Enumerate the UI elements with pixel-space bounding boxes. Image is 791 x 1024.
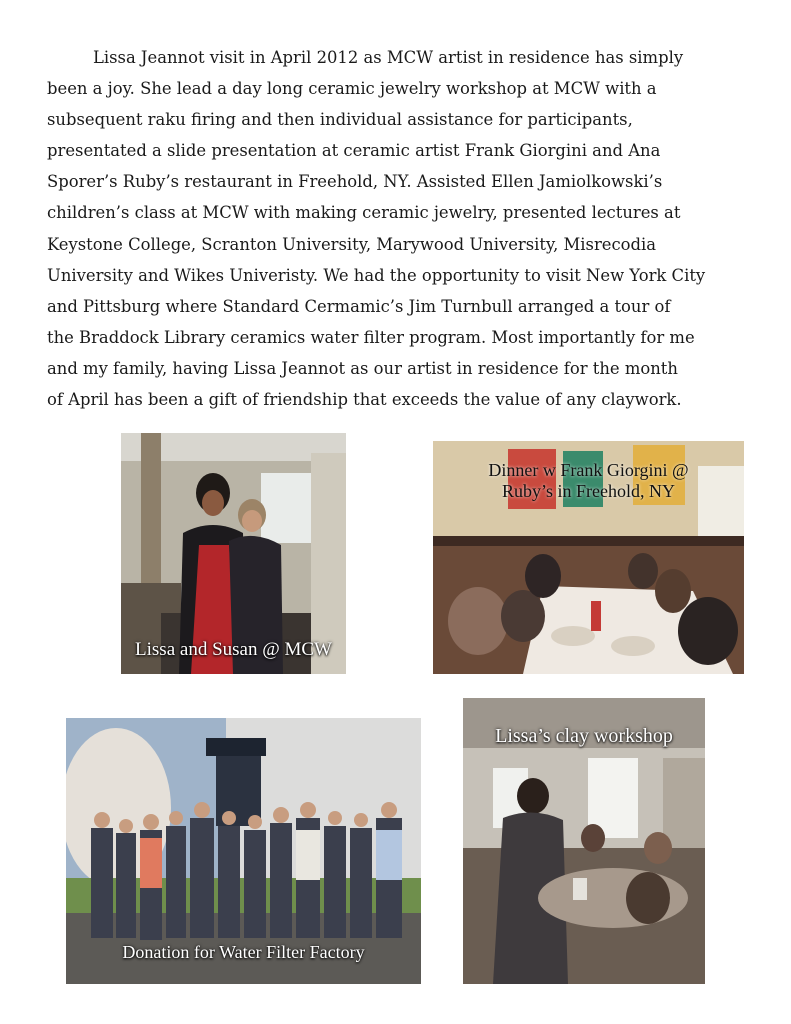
paragraph-line: and Pittsburg where Standard Cermamic’s Jim Turnbull arranged a tour of [47, 296, 671, 316]
paragraph-line: children’s class at MCW with making ceramic jewelry, presented lectures at [47, 203, 681, 223]
photo-caption: Donation for Water Filter Factory [122, 942, 365, 962]
photo-caption: Lissa and Susan @ MCW [135, 639, 332, 660]
photo-donation-group [66, 718, 421, 984]
paragraph-line: Sporer’s Ruby’s restaurant in Freehold, NY. Assisted Ellen Jamiolkowski’s [47, 172, 663, 192]
paragraph-line: presentated a slide presentation at ceramic artist Frank Giorgini and Ana [47, 141, 661, 161]
paragraph-line: and my family, having Lissa Jeannot as our artist in residence for the month [47, 358, 678, 378]
photo-dinner-rubys [433, 441, 744, 674]
photo-clay-workshop [463, 698, 705, 984]
paragraph-line: University and Wikes Univeristy. We had the opportunity to visit New York City [47, 265, 706, 285]
photo-lissa-and-susan-image [121, 433, 346, 674]
paragraph-line: Keystone College, Scranton University, Marywood University, Misrecodia [47, 234, 657, 254]
body-paragraph [47, 42, 752, 415]
paragraph-line: been a joy. She lead a day long ceramic jewelry workshop at MCW with a [47, 79, 657, 99]
photo-lissa-and-susan [121, 433, 346, 674]
photo-caption-line1: Dinner w Frank Giorgini @ [488, 460, 689, 480]
paragraph-line: of April has been a gift of friendship that exceeds the value of any claywork. [47, 390, 682, 410]
paragraph-line: the Braddock Library ceramics water filter program. Most importantly for me [47, 327, 695, 347]
photo-caption: Lissa’s clay workshop [495, 725, 673, 747]
paragraph-line: Lissa Jeannot visit in April 2012 as MCW artist in residence has simply [93, 48, 684, 67]
paragraph-line: subsequent raku firing and then individual assistance for participants, [47, 110, 633, 130]
photo-caption-line2: Ruby’s in Freehold, NY [502, 481, 675, 501]
